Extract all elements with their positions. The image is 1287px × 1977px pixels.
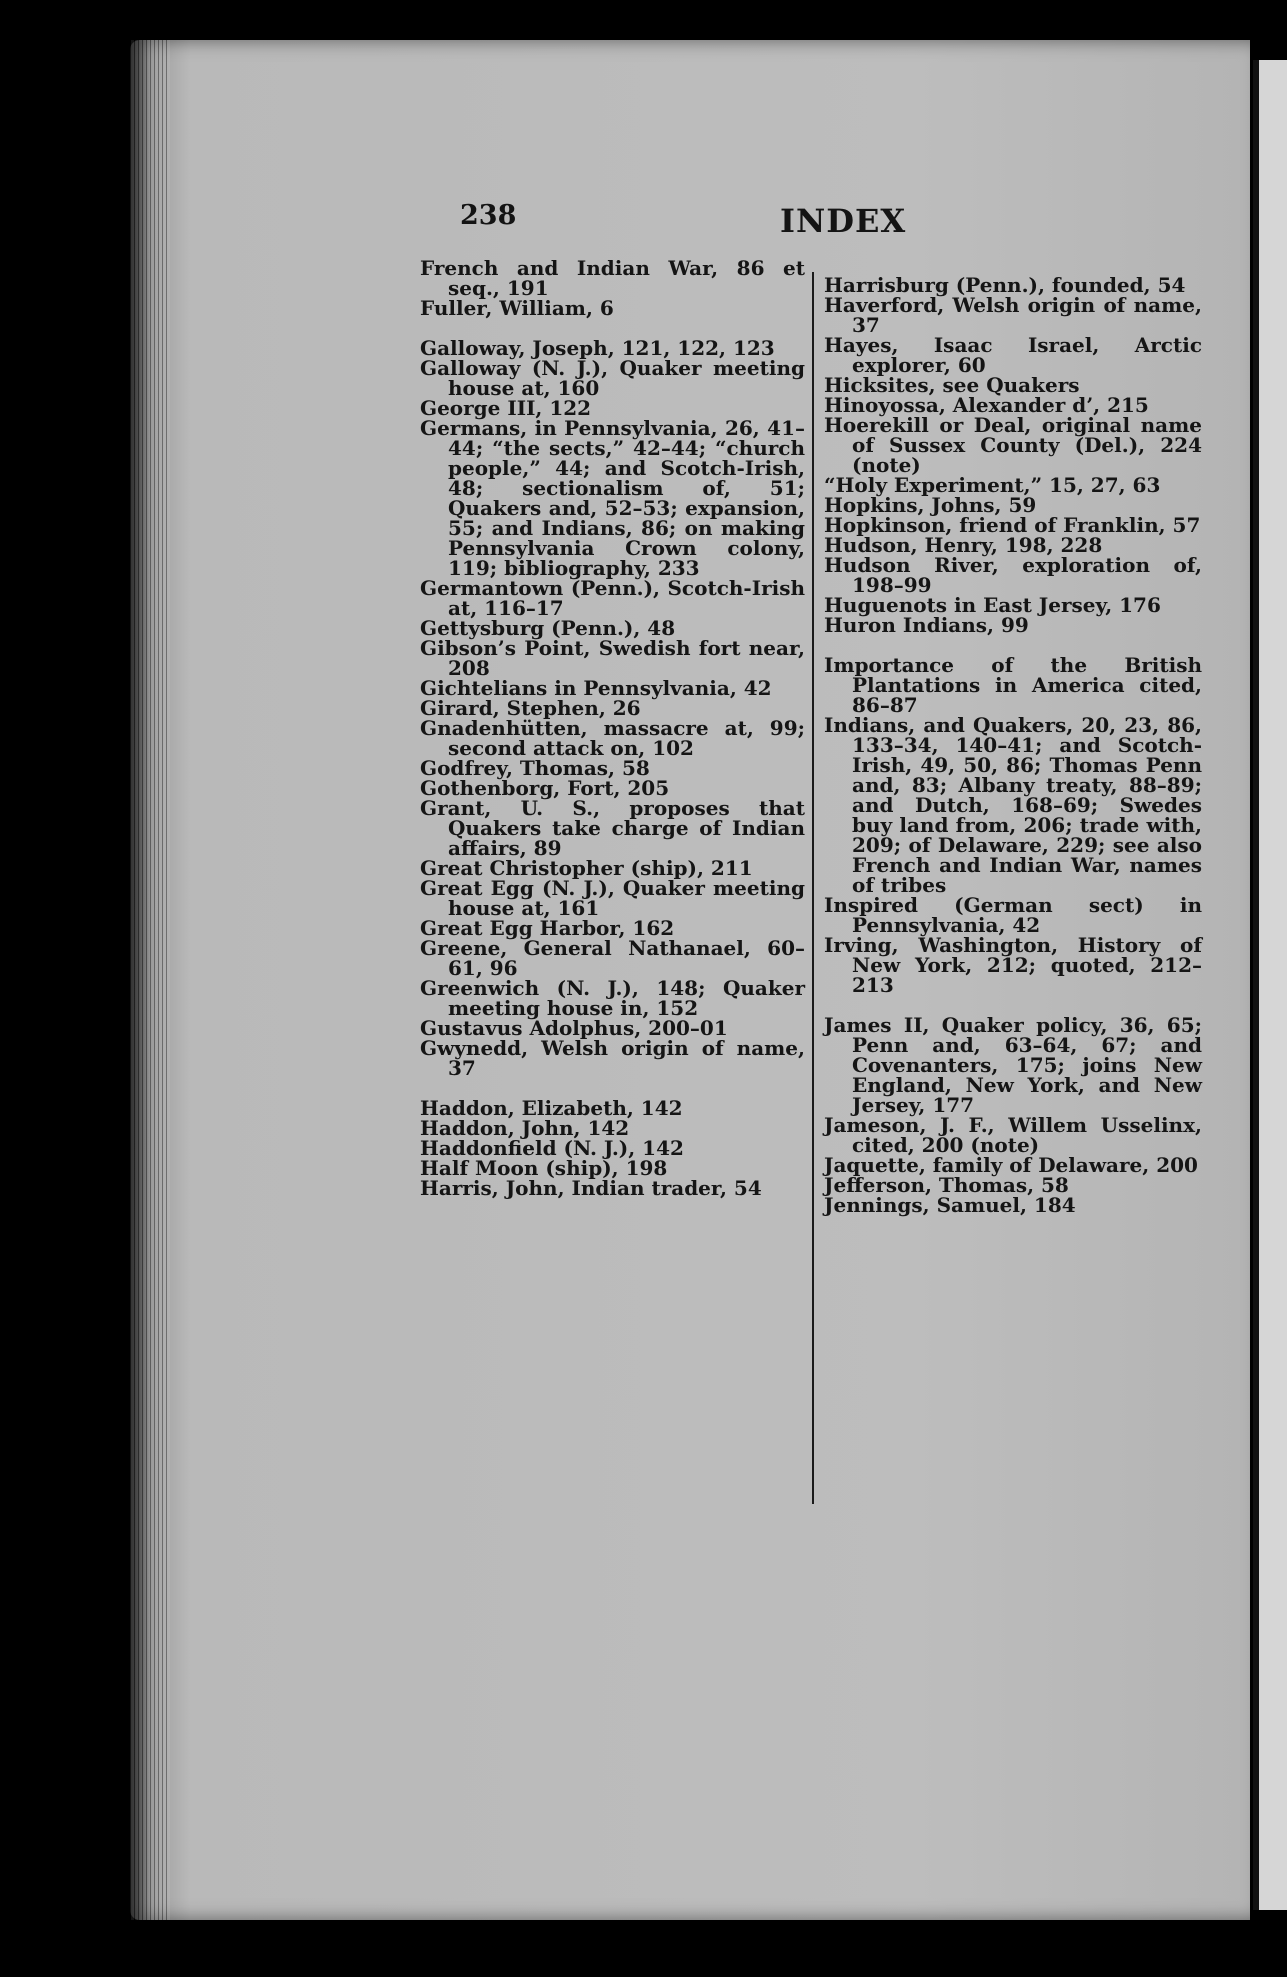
index-entry: Hopkinson, friend of Franklin, 57: [824, 513, 1201, 537]
index-entry: Haverford, Welsh origin of name, 37: [824, 293, 1202, 337]
index-entry: Fuller, William, 6: [420, 296, 614, 320]
right-index-column: [824, 275, 1202, 1215]
index-entry: Hoerekill or Deal, original name of Sussex County (Del.), 224 (note): [824, 413, 1202, 477]
index-entry: Gettysburg (Penn.), 48: [420, 616, 676, 640]
page-header: [460, 200, 910, 248]
index-entry: Germans, in Pennsylvania, 26, 41–44; “the sects,” 42–44; “church people,” 44; and Scotch-Irish, 48; sectionalism of, 51; Quakers and, 52–53; expansion, 55; and Indians, 86; on making Pennsylvania Crown colony, 119; bibliography, 233: [420, 416, 805, 580]
index-entry: Hayes, Isaac Israel, Arctic explorer, 60: [824, 333, 1202, 377]
index-entry: Godfrey, Thomas, 58: [420, 756, 650, 780]
index-entry: Gustavus Adolphus, 200–01: [420, 1016, 728, 1040]
index-entry: Hudson River, exploration of, 198–99: [824, 553, 1202, 597]
column-divider: [812, 272, 814, 1504]
index-entry: James II, Quaker policy, 36, 65; Penn and, 63–64, 67; and Covenanters, 175; joins New England, New York, and New Jersey, 177: [824, 1013, 1202, 1117]
index-entry: Greenwich (N. J.), 148; Quaker meeting house in, 152: [420, 976, 805, 1020]
index-entry: George III, 122: [420, 396, 592, 420]
index-entry: Haddon, Elizabeth, 142: [420, 1096, 683, 1120]
left-index-column: [420, 258, 805, 1198]
index-entry: Harris, John, Indian trader, 54: [420, 1176, 762, 1200]
index-entry: Gwynedd, Welsh origin of name, 37: [420, 1036, 805, 1080]
index-entry: Hopkins, Johns, 59: [824, 493, 1037, 517]
index-letter-gap: [824, 635, 1202, 655]
index-entry: Indians, and Quakers, 20, 23, 86, 133–34, 140–41; and Scotch-Irish, 49, 50, 86; Thomas Penn and, 83; Albany treaty, 88–89; and Dutch, 168–69; Swedes buy land from, 206; trade with, 209; of Delaware, 229; see also French and Indian War, names of tribes: [824, 713, 1202, 897]
index-entry: Galloway, Joseph, 121, 122, 123: [420, 336, 775, 360]
index-entry: Huguenots in East Jersey, 176: [824, 593, 1161, 617]
index-entry: Grant, U. S., proposes that Quakers take charge of Indian affairs, 89: [420, 796, 805, 860]
index-entry: Gothenborg, Fort, 205: [420, 776, 670, 800]
adjacent-page-edge: [1253, 60, 1287, 1910]
index-entry: Inspired (German sect) in Pennsylvania, 42: [824, 893, 1202, 937]
index-entry: Haddon, John, 142: [420, 1116, 630, 1140]
index-entry: Hicksites, see Quakers: [824, 373, 1080, 397]
page-spine-edge: [130, 40, 170, 1920]
index-entry: “Holy Experiment,” 15, 27, 63: [824, 473, 1161, 497]
index-letter-gap: [824, 995, 1202, 1015]
index-entry: Gichtelians in Pennsylvania, 42: [420, 676, 772, 700]
index-entry: Jennings, Samuel, 184: [824, 1193, 1076, 1217]
index-entry: Hinoyossa, Alexander d’, 215: [824, 393, 1149, 417]
index-entry: Huron Indians, 99: [824, 613, 1029, 637]
index-letter-gap: [420, 318, 805, 338]
index-entry: Great Egg Harbor, 162: [420, 916, 675, 940]
index-letter-gap: [420, 1078, 805, 1098]
index-entry: Jaquette, family of Delaware, 200: [824, 1153, 1198, 1177]
index-entry: Gnadenhütten, massacre at, 99; second attack on, 102: [420, 716, 805, 760]
index-entry: Haddonfield (N. J.), 142: [420, 1136, 684, 1160]
index-entry: Girard, Stephen, 26: [420, 696, 641, 720]
index-entry: Gibson’s Point, Swedish fort near, 208: [420, 636, 805, 680]
page-number: 238: [460, 200, 517, 231]
index-entry: Great Egg (N. J.), Quaker meeting house at, 161: [420, 876, 805, 920]
index-entry: Galloway (N. J.), Quaker meeting house at, 160: [420, 356, 805, 400]
index-entry: Irving, Washington, History of New York, 212; quoted, 212–213: [824, 933, 1202, 997]
index-entry: Jefferson, Thomas, 58: [824, 1173, 1069, 1197]
index-entry: French and Indian War, 86 et seq., 191: [420, 256, 805, 300]
index-entry: Half Moon (ship), 198: [420, 1156, 668, 1180]
index-entry: Germantown (Penn.), Scotch-Irish at, 116–17: [420, 576, 805, 620]
running-head: INDEX: [780, 202, 907, 240]
index-entry: Greene, General Nathanael, 60–61, 96: [420, 936, 805, 980]
index-entry: Importance of the British Plantations in America cited, 86–87: [824, 653, 1202, 717]
index-entry: Great Christopher (ship), 211: [420, 856, 753, 880]
index-entry: Jameson, J. F., Willem Usselinx, cited, 200 (note): [824, 1113, 1202, 1157]
index-entry: Hudson, Henry, 198, 228: [824, 533, 1103, 557]
index-entry: Harrisburg (Penn.), founded, 54: [824, 273, 1186, 297]
